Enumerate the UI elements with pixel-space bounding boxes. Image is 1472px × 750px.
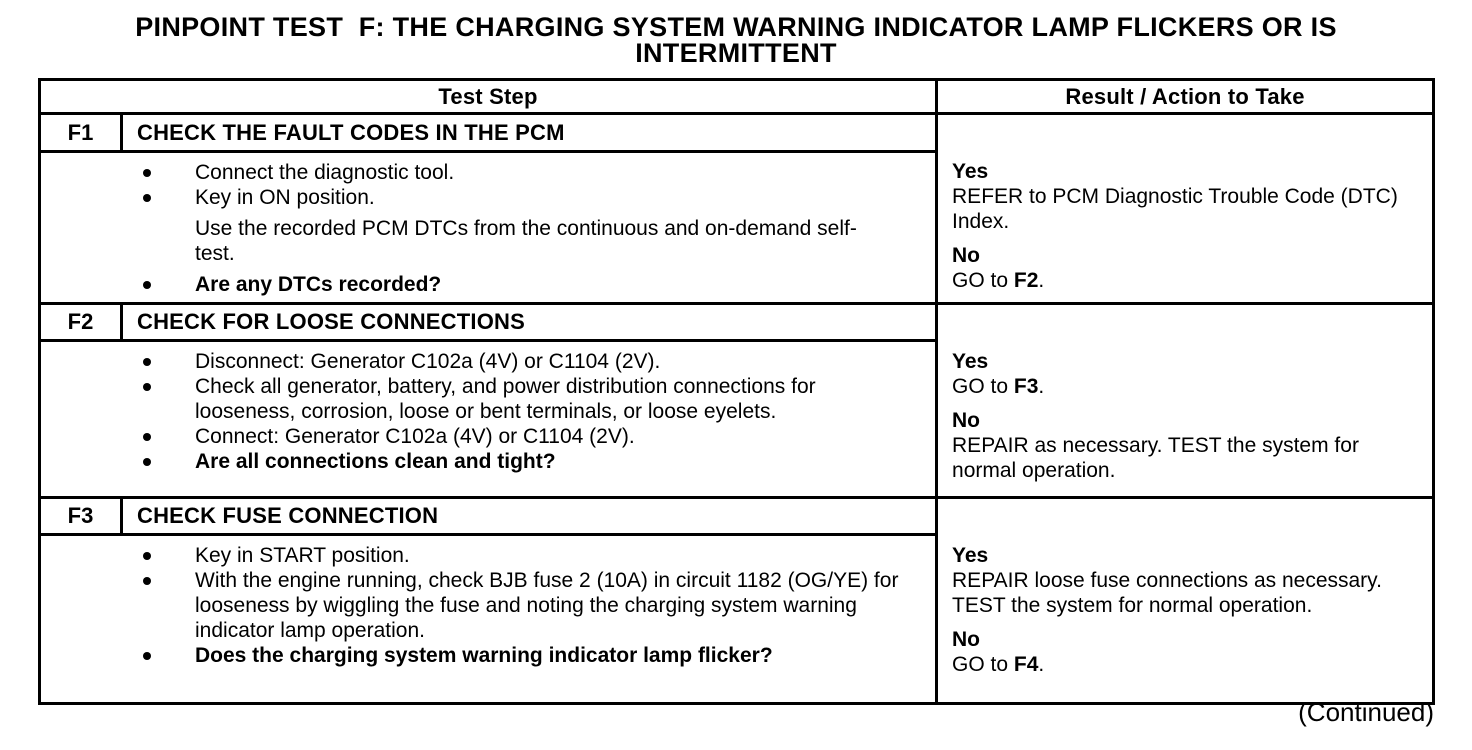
step-bullet-item xyxy=(41,424,929,449)
result-answer-label: No xyxy=(952,628,981,651)
test-step-title-row xyxy=(40,304,1434,341)
test-step-title-row xyxy=(40,114,1434,152)
step-title: CHECK THE FAULT CODES IN THE PCM xyxy=(122,114,937,152)
step-text: Key in ON position. xyxy=(195,186,375,210)
bullet-icon xyxy=(143,194,151,202)
test-step-title-row xyxy=(40,498,1434,535)
page-title-line2: INTERMITTENT xyxy=(635,38,837,68)
step-bullet-item xyxy=(41,543,929,568)
result-answer-label: No xyxy=(952,409,981,432)
pinpoint-test-table xyxy=(38,78,1435,705)
step-body xyxy=(40,152,937,304)
step-bullet-item xyxy=(41,349,929,374)
result-action-text: REPAIR as necessary. TEST the system for normal operation. xyxy=(952,434,1359,482)
step-title: CHECK FOR LOOSE CONNECTIONS xyxy=(122,304,937,341)
step-text: Check all generator, battery, and power distribution connections for looseness, corrosion, loose or bent terminals, or loose eyelets. xyxy=(195,375,816,423)
page-title xyxy=(0,14,1472,66)
step-bullet-item xyxy=(41,185,929,210)
step-bullet-item xyxy=(41,643,929,668)
result-cell xyxy=(937,114,1434,304)
step-bullet-item xyxy=(41,272,929,297)
bullet-icon xyxy=(143,281,151,289)
column-header-test-step: Test Step xyxy=(40,80,937,114)
result-answer-label: Yes xyxy=(952,544,989,567)
step-bullet-item xyxy=(41,160,929,185)
result-block xyxy=(952,627,1416,677)
page-title-line1: PINPOINT TEST F: THE CHARGING SYSTEM WARNING INDICATOR LAMP FLICKERS OR IS xyxy=(135,12,1337,42)
step-text: Are any DTCs recorded? xyxy=(195,273,442,297)
continued-note: (Continued) xyxy=(1298,697,1434,727)
step-text: Are all connections clean and tight? xyxy=(195,450,556,473)
step-paragraph: Use the recorded PCM DTCs from the continuous and on-demand self-test. xyxy=(195,217,857,266)
column-header-result: Result / Action to Take xyxy=(937,80,1434,114)
step-text: Disconnect: Generator C102a (4V) or C1104 (2V). xyxy=(195,350,661,373)
result-block xyxy=(952,408,1416,483)
result-cell xyxy=(937,498,1434,704)
result-block xyxy=(952,159,1416,234)
step-bullet-item xyxy=(41,568,929,643)
step-text: Connect: Generator C102a (4V) or C1104 (2V). xyxy=(195,425,635,448)
step-title: CHECK FUSE CONNECTION xyxy=(122,498,937,535)
result-block xyxy=(952,543,1416,618)
step-body xyxy=(40,535,937,704)
result-action-text: GO to F4. xyxy=(952,653,1045,676)
bullet-icon xyxy=(143,552,151,560)
step-text: Does the charging system warning indicator lamp flicker? xyxy=(195,644,773,667)
step-id: F3 xyxy=(40,498,122,535)
result-action-text: GO to F2. xyxy=(952,269,1045,292)
result-block xyxy=(952,243,1416,293)
result-answer-label: Yes xyxy=(952,350,989,373)
result-answer-label: Yes xyxy=(952,160,989,183)
result-cell xyxy=(937,304,1434,498)
result-answer-label: No xyxy=(952,244,981,267)
bullet-icon xyxy=(143,169,151,177)
step-bullet-item xyxy=(41,374,929,424)
step-id: F2 xyxy=(40,304,122,341)
bullet-icon xyxy=(143,577,151,585)
step-body xyxy=(40,341,937,498)
result-action-text: GO to F3. xyxy=(952,375,1045,398)
step-bullet-item xyxy=(41,449,929,474)
step-text: With the engine running, check BJB fuse 2 (10A) in circuit 1182 (OG/YE) for looseness by wiggling the fuse and noting the charging system warning indicator lamp operation. xyxy=(195,569,899,642)
result-action-text: REFER to PCM Diagnostic Trouble Code (DTC) Index. xyxy=(952,185,1398,233)
step-text: Key in START position. xyxy=(195,544,410,567)
step-id: F1 xyxy=(40,114,122,152)
bullet-icon xyxy=(143,652,151,660)
bullet-icon xyxy=(143,383,151,391)
result-block xyxy=(952,349,1416,399)
bullet-icon xyxy=(143,358,151,366)
table-header-row xyxy=(40,80,1434,114)
bullet-icon xyxy=(143,458,151,466)
result-action-text: REPAIR loose fuse connections as necessary. TEST the system for normal operation. xyxy=(952,569,1382,617)
bullet-icon xyxy=(143,433,151,441)
step-text: Connect the diagnostic tool. xyxy=(195,161,455,185)
